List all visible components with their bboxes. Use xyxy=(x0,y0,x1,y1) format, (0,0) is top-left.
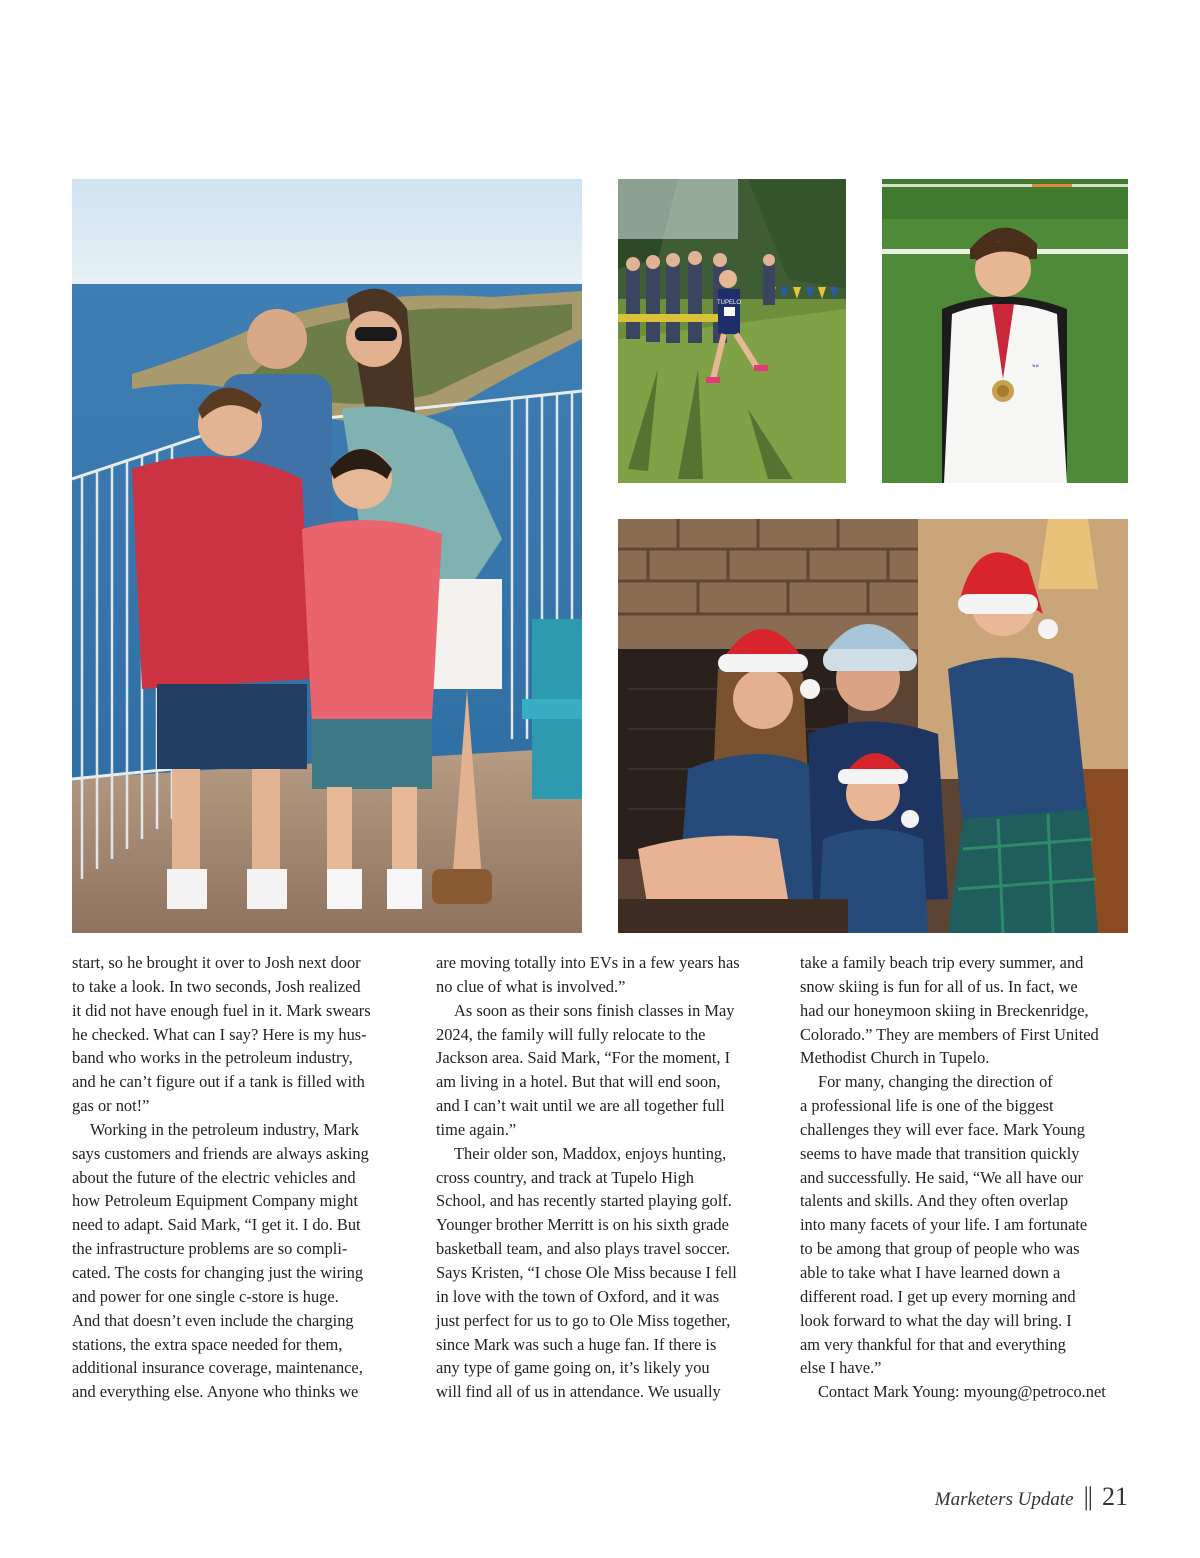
text-line: snow skiing is fun for all of us. In fact, we xyxy=(800,976,1078,996)
text-line: Methodist Church in Tupelo. xyxy=(800,1048,990,1068)
text-line: cross country, and track at Tupelo High xyxy=(436,1167,694,1187)
text-line: Their older son, Maddox, enjoys hunting, xyxy=(454,1143,727,1163)
text-line: Working in the petroleum industry, Mark xyxy=(90,1119,359,1139)
text-line: challenges they will ever face. Mark Young xyxy=(800,1119,1085,1139)
text-line: time again.” xyxy=(436,1119,517,1139)
text-line: about the future of the electric vehicles and xyxy=(72,1167,356,1187)
text-line: Colorado.” They are members of First United xyxy=(800,1024,1099,1044)
text-line: the infrastructure problems are so compli- xyxy=(72,1239,348,1259)
text-line: will find all of us in attendance. We usually xyxy=(436,1382,721,1402)
text-line: and I can’t wait until we are all together full xyxy=(436,1096,725,1116)
article-column-2 xyxy=(436,951,770,1404)
text-line: able to take what I have learned down a xyxy=(800,1262,1061,1282)
text-line: And that doesn’t even include the charging xyxy=(72,1310,354,1330)
text-line: just perfect for us to go to Ole Miss together, xyxy=(436,1310,731,1330)
text-line: am living in a hotel. But that will end soon, xyxy=(436,1072,721,1092)
text-line: and power for one single c-store is huge. xyxy=(72,1286,339,1306)
text-line: to be among that group of people who was xyxy=(800,1239,1080,1259)
photo-cross-country xyxy=(618,179,846,483)
paragraph xyxy=(800,1070,1140,1380)
text-line: gas or not!” xyxy=(72,1096,150,1116)
text-line: says customers and friends are always asking xyxy=(72,1143,369,1163)
article-column-1 xyxy=(72,951,406,1404)
paragraph xyxy=(436,951,770,999)
paragraph xyxy=(436,1142,770,1404)
text-line: As soon as their sons finish classes in May xyxy=(454,1000,735,1020)
svg-text:▪▪: ▪▪ xyxy=(1032,361,1040,372)
article-column-3 xyxy=(800,951,1140,1404)
page-number: 21 xyxy=(1102,1482,1128,1511)
paragraph xyxy=(72,951,406,1118)
text-line: in love with the town of Oxford, and it was xyxy=(436,1286,720,1306)
jersey-text: TUPELO xyxy=(716,300,742,306)
text-line: how Petroleum Equipment Company might xyxy=(72,1191,358,1211)
text-line: a professional life is one of the biggest xyxy=(800,1096,1054,1116)
text-line: talents and skills. And they often overlap xyxy=(800,1191,1069,1211)
text-line: For many, changing the direction of xyxy=(818,1072,1053,1092)
text-line: cated. The costs for changing just the wiring xyxy=(72,1262,364,1282)
text-line: into many facets of your life. I am fortunate xyxy=(800,1215,1088,1235)
text-line: 2024, the family will fully relocate to the xyxy=(436,1024,706,1044)
text-line: else I have.” xyxy=(800,1358,882,1378)
text-line: need to adapt. Said Mark, “I get it. I do. But xyxy=(72,1215,361,1235)
paragraph xyxy=(436,999,770,1142)
photo-christmas xyxy=(618,519,1128,933)
text-line: take a family beach trip every summer, and xyxy=(800,953,1084,972)
text-line: basketball team, and also plays travel soccer. xyxy=(436,1239,731,1259)
contact-line xyxy=(800,1380,1140,1404)
text-line: additional insurance coverage, maintenance, xyxy=(72,1358,363,1378)
paragraph xyxy=(72,1118,406,1404)
text-line: had our honeymoon skiing in Breckenridge, xyxy=(800,1000,1089,1020)
footer-separator: || xyxy=(1083,1482,1092,1511)
text-line: no clue of what is involved.” xyxy=(436,976,626,996)
text-line: stations, the extra space needed for them, xyxy=(72,1334,343,1354)
text-line: since Mark was such a huge fan. If there is xyxy=(436,1334,717,1354)
text-line: band who works in the petroleum industry, xyxy=(72,1048,353,1068)
text-line: seems to have made that transition quickly xyxy=(800,1143,1080,1163)
text-line: it did not have enough fuel in it. Mark swears xyxy=(72,1000,371,1020)
text-line: and everything else. Anyone who thinks we xyxy=(72,1382,359,1402)
publication-name: Marketers Update xyxy=(934,1489,1074,1510)
text-line: and successfully. He said, “We all have our xyxy=(800,1167,1083,1187)
text-line: Younger brother Merritt is on his sixth grade xyxy=(436,1215,729,1235)
text-line: start, so he brought it over to Josh next door xyxy=(72,953,361,972)
text-line: am very thankful for that and everything xyxy=(800,1334,1066,1354)
paragraph xyxy=(800,951,1140,1070)
text-line: any type of game going on, it’s likely you xyxy=(436,1358,710,1378)
text-line: School, and has recently started playing golf. xyxy=(436,1191,732,1211)
text-line: are moving totally into EVs in a few years has xyxy=(436,953,740,972)
text-line: Contact Mark Young: myoung@petroco.net xyxy=(818,1382,1106,1402)
text-line: he checked. What can I say? Here is my hus- xyxy=(72,1024,367,1044)
page-footer xyxy=(935,1482,1128,1512)
photo-soccer-medal xyxy=(882,179,1128,483)
text-line: Jackson area. Said Mark, “For the moment, I xyxy=(436,1048,731,1068)
photo-family-balcony xyxy=(72,179,582,933)
text-line: to take a look. In two seconds, Josh realized xyxy=(72,976,361,996)
text-line: and he can’t figure out if a tank is filled with xyxy=(72,1072,365,1092)
text-line: different road. I get up every morning and xyxy=(800,1286,1076,1306)
text-line: Says Kristen, “I chose Ole Miss because I fell xyxy=(436,1262,737,1282)
text-line: look forward to what the day will bring. I xyxy=(800,1310,1072,1330)
